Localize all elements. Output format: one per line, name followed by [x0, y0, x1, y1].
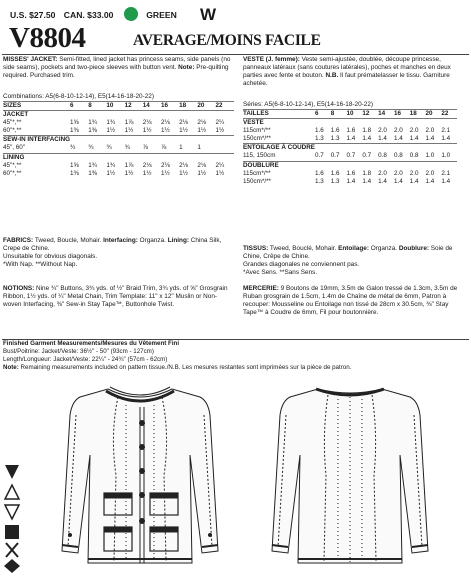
lining-label-fr: Doublure: [398, 245, 430, 252]
yardage-cell [70, 136, 88, 145]
yardage-cell: 2.0 [393, 127, 403, 135]
yardage-cell [143, 153, 161, 162]
row-label: SEW-IN INTERFACING [3, 136, 71, 144]
yardage-table-english [3, 101, 234, 178]
bust-measurement: Bust/Poitrine: Jacket/Veste: 36½" - 50" (93cm - 127cm) [3, 348, 154, 355]
pattern-symbols-icon [3, 463, 21, 573]
yardage-cell: 2¼ [215, 161, 225, 169]
yardage-cell: 1.0 [441, 152, 451, 160]
table-row [3, 127, 234, 136]
yardage-cell: 1.8 [362, 127, 372, 135]
yardage-cell [378, 161, 394, 170]
yardage-cell [441, 161, 457, 170]
yardage-cell: 2⅛ [160, 119, 170, 127]
sizes-label: SIZES [3, 102, 70, 111]
yardage-cell: 2⅛ [142, 161, 152, 169]
yardage-cell [426, 119, 442, 128]
row-label: 45"*,** [3, 119, 22, 127]
row-label: 45"*,** [3, 161, 22, 169]
size-cell: 20 [426, 110, 442, 119]
yardage-cell: 1.4 [441, 135, 451, 143]
yardage-cell [179, 136, 197, 145]
yardage-cell: 1½ [197, 169, 207, 177]
jacket-back-illustration-icon [250, 375, 450, 575]
yardage-cell: 0.7 [346, 152, 356, 160]
row-label: 150cm*/** [243, 177, 272, 185]
pattern-number: V8804 [9, 22, 86, 54]
table-row [243, 170, 457, 178]
french-fabrics [243, 245, 467, 277]
size-cell: 16 [394, 110, 410, 119]
table-row [3, 162, 234, 170]
yardage-cell [378, 144, 394, 153]
size-cell: 18 [179, 102, 197, 111]
row-label: 60"*,** [3, 127, 22, 135]
yardage-cell: 1⅞ [124, 119, 134, 127]
yardage-cell: 2⅛ [179, 119, 188, 127]
yardage-cell [347, 144, 363, 153]
row-label: 45", 60" [3, 144, 25, 152]
yardage-cell: 2.0 [425, 169, 435, 177]
yardage-cell: 1.4 [441, 177, 451, 185]
yardage-cell: 2⅛ [179, 161, 188, 169]
yardage-cell: 0.7 [362, 152, 372, 160]
size-cell: 8 [331, 110, 347, 119]
yardage-cell [331, 144, 347, 153]
yardage-cell [197, 111, 215, 120]
yardage-cell [315, 144, 331, 153]
yardage-cell: 1½ [106, 169, 116, 177]
yardage-cell: ¾ [106, 144, 112, 152]
yardage-cell [347, 119, 363, 128]
yardage-cell [410, 119, 426, 128]
yardage-cell [394, 119, 410, 128]
yardage-cell: 1¾ [88, 119, 97, 127]
lining-text-fr: Soie de Chine, Crêpe de Chine. [243, 245, 453, 260]
table-row [243, 135, 457, 144]
nap-note-fr: *Avec Sens. **Sans Sens. [243, 268, 318, 276]
yardage-cell: ⅞ [160, 144, 167, 152]
table-row [243, 152, 457, 161]
size-cell: 22 [216, 102, 234, 111]
description-title-fr: VESTE (J. femme): [243, 56, 300, 63]
size-cell: 12 [125, 102, 143, 111]
yardage-cell: 1½ [215, 127, 225, 135]
yardage-cell: 1⅞ [124, 161, 134, 169]
lining-text: China Silk, Crepe de Chine. [3, 237, 222, 252]
yardage-cell [88, 153, 106, 162]
table-section-row [3, 153, 234, 162]
yardage-cell: 1.6 [346, 127, 356, 135]
table-section-row [243, 144, 457, 153]
description-text: Semi-fitted, lined jacket has princess seams, side panels (no side seams), pockets and two-piece sleeves with button vent. [3, 56, 231, 71]
yardage-cell: 1 [197, 144, 201, 152]
yardage-cell [410, 144, 426, 153]
yardage-cell: 1.0 [425, 152, 435, 160]
yardage-cell: 1½ [160, 127, 170, 135]
yardage-cell [315, 119, 331, 128]
yardage-cell: 2⅛ [197, 119, 207, 127]
yardage-cell: 1.4 [378, 177, 387, 185]
yardage-cell [161, 153, 179, 162]
size-cell: 10 [347, 110, 363, 119]
table-section-row [243, 119, 457, 128]
size-cell: 8 [88, 102, 106, 111]
yardage-cell: ¾ [70, 144, 76, 152]
table-row [3, 170, 234, 178]
yardage-cell: 2.0 [378, 169, 387, 177]
size-cell: 10 [106, 102, 124, 111]
finished-measurements-title: Finished Garment Measurements/Mesures du Vêtement Fini [3, 340, 180, 347]
yardage-cell [410, 161, 426, 170]
yardage-cell [125, 153, 143, 162]
row-label: 150cm*/** [243, 135, 272, 143]
yardage-cell [106, 111, 124, 120]
yardage-cell: 1.4 [362, 177, 372, 185]
yardage-cell: 1.3 [314, 177, 324, 185]
notions-label: NOTIONS: [3, 285, 35, 292]
table-section-row [243, 161, 457, 170]
remaining-note-label: Note: [3, 364, 19, 371]
yardage-cell: 2.0 [378, 127, 387, 135]
note-label: Note: [178, 63, 195, 71]
yardage-cell [347, 161, 363, 170]
french-notions [243, 285, 467, 317]
yardage-cell [161, 136, 179, 145]
yardage-cell: 1.4 [425, 135, 435, 143]
size-cell: 6 [315, 110, 331, 119]
size-cell: 20 [197, 102, 215, 111]
unsuitable-text: Unsuitable for obvious diagonals. [3, 252, 98, 260]
yardage-cell [394, 161, 410, 170]
yardage-cell: 1⅝ [70, 119, 79, 127]
yardage-cell: 1.6 [346, 169, 356, 177]
yardage-cell: 0.8 [393, 152, 403, 160]
price-line [10, 10, 183, 21]
combinations-fr: Séries: A5(6-8-10-12-14), E5(14-16-18-20-22) [243, 101, 374, 108]
size-cell: 18 [410, 110, 426, 119]
yardage-cell [216, 153, 234, 162]
price-can: CAN. $33.00 [63, 10, 114, 20]
yardage-cell: 1.4 [409, 177, 419, 185]
table-section-row [3, 136, 234, 145]
yardage-cell [197, 153, 215, 162]
jacket-front-view [40, 375, 240, 580]
row-label: 115, 150cm [243, 152, 276, 160]
yardage-cell: 2.0 [409, 127, 419, 135]
yardage-cell [88, 111, 106, 120]
interfacing-label-fr: Entoilage: [338, 245, 369, 252]
yardage-cell [331, 119, 347, 128]
yardage-cell: 1.3 [330, 135, 340, 143]
interfacing-label: Interfacing: [103, 237, 138, 244]
yardage-cell: 2⅛ [160, 161, 170, 169]
yardage-cell: 1.6 [314, 127, 324, 135]
row-label: 115cm*/** [243, 127, 271, 135]
yardage-cell [143, 136, 161, 145]
fabrics-label: FABRICS: [3, 237, 34, 244]
yardage-cell: 1¾ [106, 119, 116, 127]
yardage-cell [315, 161, 331, 170]
yardage-cell: 1½ [179, 127, 188, 135]
yardage-cell [70, 111, 88, 120]
yardage-cell [362, 119, 378, 128]
yardage-cell [441, 119, 457, 128]
table-row [243, 178, 457, 186]
yardage-cell: 1.4 [346, 135, 356, 143]
yardage-cell: 1.6 [330, 127, 340, 135]
note-text-fr: Il faut prématelasser le tissu. Garniture achetée. [243, 71, 450, 87]
fabrics-text: Tweed, Boucle, Mohair. [33, 237, 104, 244]
size-cell: 22 [441, 110, 457, 119]
yardage-cell: ⅞ [142, 144, 149, 152]
yardage-cell [143, 111, 161, 120]
yardage-cell [125, 136, 143, 145]
size-cell: 6 [70, 102, 88, 111]
notions-label-fr: MERCERIE: [243, 285, 279, 292]
yardage-cell: 1.4 [362, 135, 372, 143]
jacket-back-view [250, 375, 450, 580]
english-fabrics [3, 237, 233, 269]
yardage-cell [394, 144, 410, 153]
notions-text-fr: 9 Boutons de 19mm, 3.5m de Galon tressé de 1.3cm, 3.5m de Ruban grosgrain de 1.5cm, 1.4m de Chaîne de métal de 6mm, Patron à recouper: Mousseline ou Entoilage non tissé de 28cm x 30.5cm, ⅜" Stay Tape™ à Coudre de 6mm, Fil pour boutonnière. [243, 285, 458, 316]
yardage-cell [179, 111, 197, 120]
yardage-cell [197, 136, 215, 145]
yardage-cell [216, 144, 234, 153]
english-description [3, 56, 233, 80]
row-label: ENTOILAGE À COUDRE [243, 144, 315, 152]
yardage-cell: 1¾ [88, 161, 97, 169]
yardage-cell: 2.0 [425, 127, 435, 135]
row-label: 60"*,** [3, 169, 22, 177]
yardage-cell: 1.3 [330, 177, 340, 185]
yardage-cell [106, 136, 124, 145]
description-text-fr: Veste semi-ajustée, doublée, découpe princesse, panneaux latéraux (sans coutures latérales), poches et manches en deux parties avec fente et bouton. [243, 56, 451, 79]
yardage-cell [426, 144, 442, 153]
color-name: GREEN [146, 10, 177, 20]
yardage-cell: 2⅛ [142, 119, 152, 127]
yardage-cell: 1.6 [314, 169, 324, 177]
yardage-cell: 2.0 [409, 169, 419, 177]
size-cell: 12 [362, 110, 378, 119]
row-label: DOUBLURE [243, 161, 315, 170]
size-cell: 14 [378, 110, 394, 119]
yardage-cell: 1½ [124, 169, 134, 177]
size-header-row [243, 110, 457, 119]
yardage-cell: 1½ [142, 169, 152, 177]
jacket-front-illustration-icon [40, 375, 240, 575]
yardage-cell: 1½ [142, 127, 152, 135]
price-us: U.S. $27.50 [10, 10, 56, 20]
yardage-cell: 1.8 [362, 169, 372, 177]
yardage-cell: 1½ [215, 169, 225, 177]
yardage-cell [331, 161, 347, 170]
yardage-cell: 2.1 [441, 127, 451, 135]
yardage-cell: 1½ [124, 127, 134, 135]
yardage-cell [216, 111, 234, 120]
yardage-cell: 1 [179, 144, 183, 152]
row-label: JACKET [3, 111, 70, 120]
yardage-cell: 1.4 [425, 177, 435, 185]
difficulty-level: AVERAGE/MOINS FACILE [133, 32, 321, 49]
note-label-fr: N.B. [325, 71, 339, 79]
table-row [3, 144, 234, 153]
fabrics-label-fr: TISSUS: [243, 245, 269, 252]
yardage-table-french [243, 109, 457, 186]
header-divider [2, 54, 469, 55]
yardage-cell [70, 153, 88, 162]
yardage-cell: ¾ [124, 144, 130, 152]
category-letter: W [200, 5, 217, 24]
size-header-row [3, 102, 234, 111]
yardage-cell [378, 119, 394, 128]
fabrics-text-fr: Tweed, Bouclé, Mohair. [268, 245, 339, 252]
yardage-cell: 0.7 [314, 152, 324, 160]
yardage-cell: 1⅜ [70, 169, 79, 177]
yardage-cell [216, 136, 234, 145]
row-label: VESTE [243, 119, 315, 128]
yardage-cell [125, 111, 143, 120]
yardage-cell: 0.8 [409, 152, 419, 160]
length-measurement: Length/Longueur: Jacket/Veste: 22¼" - 24¾" (57cm - 62cm) [3, 356, 168, 363]
yardage-cell: 2¼ [215, 119, 225, 127]
lining-label: Lining: [167, 237, 189, 244]
yardage-cell [426, 161, 442, 170]
yardage-cell: 1⅜ [70, 127, 79, 135]
yardage-cell [441, 144, 457, 153]
yardage-cell [161, 111, 179, 120]
yardage-cell [362, 161, 378, 170]
table-row [243, 127, 457, 135]
yardage-cell [179, 153, 197, 162]
description-title: MISSES' JACKET: [3, 56, 58, 63]
yardage-cell: 1½ [197, 127, 207, 135]
yardage-cell: 0.7 [330, 152, 340, 160]
yardage-cell: 0.8 [378, 152, 387, 160]
remaining-note [3, 364, 351, 372]
yardage-cell: 1½ [179, 169, 188, 177]
yardage-cell: 1½ [106, 127, 116, 135]
yardage-cell [106, 153, 124, 162]
yardage-cell: 1.6 [330, 169, 340, 177]
yardage-cell: 1⅜ [88, 169, 97, 177]
yardage-cell: 1.4 [393, 177, 403, 185]
note-text: Pre-quilting required. Purchased trim. [3, 63, 229, 79]
yardage-cell: 1.4 [393, 135, 403, 143]
yardage-cell: 1.4 [409, 135, 419, 143]
yardage-cell [362, 144, 378, 153]
sizes-label: TAILLES [243, 110, 315, 119]
remaining-note-text: Remaining measurements included on pattern tissue./N.B. Les mesures restantes sont imprimées sur la pièce de patron. [18, 364, 352, 371]
row-label: 115cm*/** [243, 169, 271, 177]
yardage-cell: 1.4 [378, 135, 387, 143]
yardage-cell: ¾ [88, 144, 94, 152]
combinations: Combinations: A5(6-8-10-12-14), E5(14-16-18-20-22) [3, 93, 154, 100]
yardage-cell: 1½ [160, 169, 170, 177]
yardage-cell: 1⅜ [88, 127, 97, 135]
yardage-cell: 1⅝ [70, 161, 79, 169]
yardage-cell [88, 136, 106, 145]
english-notions [3, 285, 233, 309]
size-cell: 14 [143, 102, 161, 111]
size-cell: 16 [161, 102, 179, 111]
unsuitable-text-fr: Grandes diagonales ne conviennent pas. [243, 260, 360, 268]
interfacing-text-fr: Organza. [368, 245, 399, 252]
yardage-cell: 2.1 [441, 169, 451, 177]
yardage-cell: 1¾ [106, 161, 116, 169]
yardage-cell: 2.0 [393, 169, 403, 177]
yardage-cell: 1.3 [314, 135, 324, 143]
french-description [243, 56, 467, 88]
green-color-dot-icon [124, 7, 138, 21]
notions-text: Nine ¾" Buttons, 3¾ yds. of ½" Braid Trim, 3¾ yds. of ⅝" Grosgrain Ribbon, 1½ yds. of ¼" Metal Chain, Trim Template: 11" x 12" Muslin or Non-woven Interfacing, ⅜" Sew-in Stay Tape™, Buttonhole Twist. [3, 285, 228, 308]
marking-symbols [3, 463, 21, 578]
yardage-cell: 1.4 [346, 177, 356, 185]
yardage-cell: 2⅛ [197, 161, 207, 169]
row-label: LINING [3, 153, 70, 162]
nap-note: *With Nap. **Without Nap. [3, 260, 78, 268]
table-section-row [3, 111, 234, 120]
interfacing-text: Organza. [137, 237, 168, 244]
